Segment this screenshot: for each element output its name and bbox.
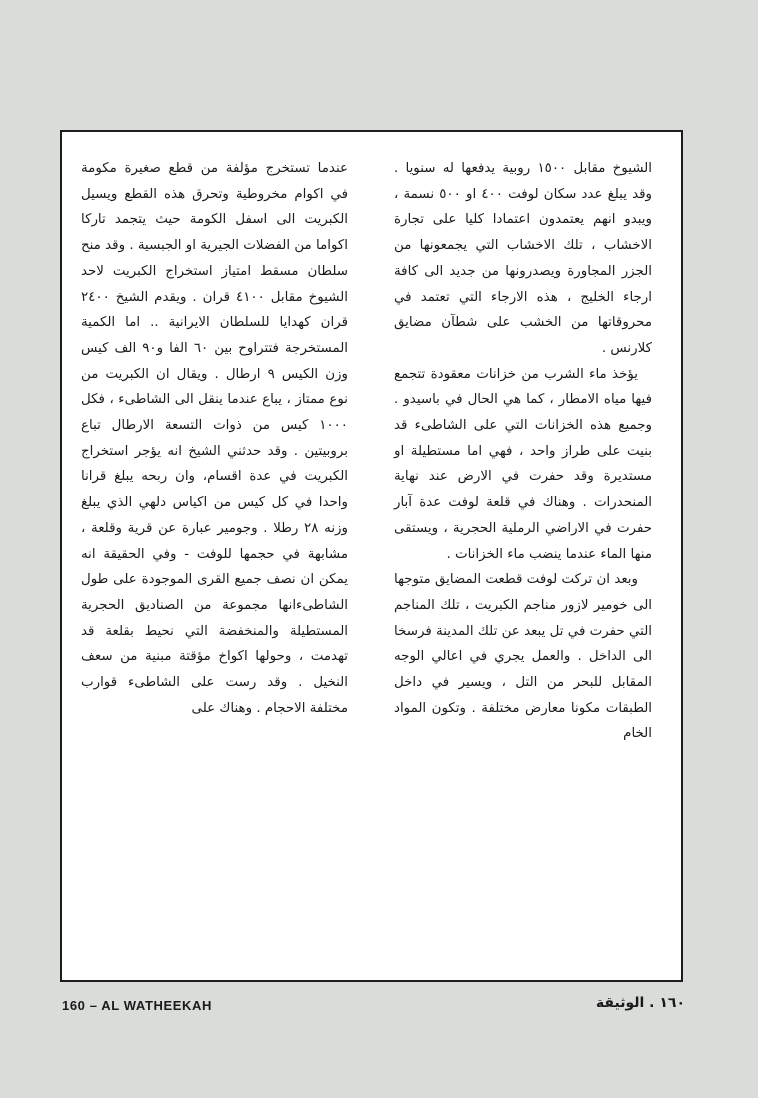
page-footer-arabic: ١٦٠ . الوثيقة xyxy=(595,995,685,1011)
paragraph: يؤخذ ماء الشرب من خزانات معقودة تتجمع فيها مياه الامطار ، كما هي الحال في باسيدو . وجميع هذه الخزانات التي على الشاطىء قد بنيت على طراز واحد ، فهي اما مستطيلة او مستديرة وقد حفرت في الارض عند نهاية المنحدرات . وهناك في قلعة لوفت عدة آبار حفرت في الاراضي الرملية الحجرية ، ويستقى منها الماء عندما ينضب ماء الخزانات . xyxy=(394,366,652,562)
page-footer-latin: 160 – AL WATHEEKAH xyxy=(62,998,212,1013)
paragraph: وبعد ان تركت لوفت قطعت المضايق متوجها الى خومير لازور مناجم الكبريت ، تلك المناجم التي حفرت في تل يبعد عن تلك المدينة فرسخا الى الداخل . والعمل يجري في اعالي الوجه المقابل للبحر من التل ، ويسير في داخل الطبقات مكونا معارض مختلفة . وتكون المواد الخام xyxy=(394,572,652,742)
paragraph: الشيوخ مقابل ١٥٠٠ روبية يدفعها له سنويا . وقد يبلغ عدد سكان لوفت ٤٠٠ او ٥٠٠ نسمة ، ويبدو انهم يعتمدون اعتمادا كليا على تجارة الاخشاب ، تلك الاخشاب التي يجمعونها من الجزر المجاورة ويصدرونها من جديد الى كافة ارجاء الخليج ، هذه الارجاء التي تعتمد في محروقاتها من الخشب على شطآن مضايق كلارنس . xyxy=(394,161,652,356)
paragraph: عندما تستخرج مؤلفة من قطع صغيرة مكومة في اكوام مخروطية وتحرق هذه القطع ويسيل الكبريت الى اسفل الكومة حيث يتجمد تاركا اكواما من الفضلات الجيرية او الجبسية . وقد منح سلطان مسقط امتياز استخراج الكبريت لاحد الشيوخ مقابل ٤١٠٠ قران . ويقدم الشيخ ٢٤٠٠ قران كهدايا للسلطان الايرانية .. اما الكمية المستخرجة فتتراوح بين ٦٠ الفا و٩٠ الف كيس وزن الكيس ٩ ارطال . ويقال ان الكبريت من نوع ممتاز ، يباع عندما ينقل الى الشاطىء ، فكل ١٠٠٠ كيس من ذوات التسعة الارطال تباع بروبيتين . وقد حدثني الشيخ انه يؤجر استخراج الكبريت في عدة اقسام، وان ربحه يبلغ قرانا واحدا في كل كيس من اكياس دلهي الذي يبلغ وزنه ٢٨ رطلا . وجومير عبارة عن قرية وقلعة ، مشابهة في حجمها للوفت - وفي الحقيقة انه يمكن ان نصف جميع القرى الموجودة على طول الشاطىءانها مجموعة من الصناديق الحجرية المستطيلة والمنخفضة التي نحيط بقلعة قد تهدمت ، وحولها اكواخ مؤقتة مبنية من سعف النخيل . وقد رست على الشاطىء قوارب مختلفة الاحجام . وهناك على xyxy=(81,161,349,716)
left-text-column xyxy=(81,156,348,721)
article-frame xyxy=(60,130,683,982)
right-text-column xyxy=(394,156,652,747)
